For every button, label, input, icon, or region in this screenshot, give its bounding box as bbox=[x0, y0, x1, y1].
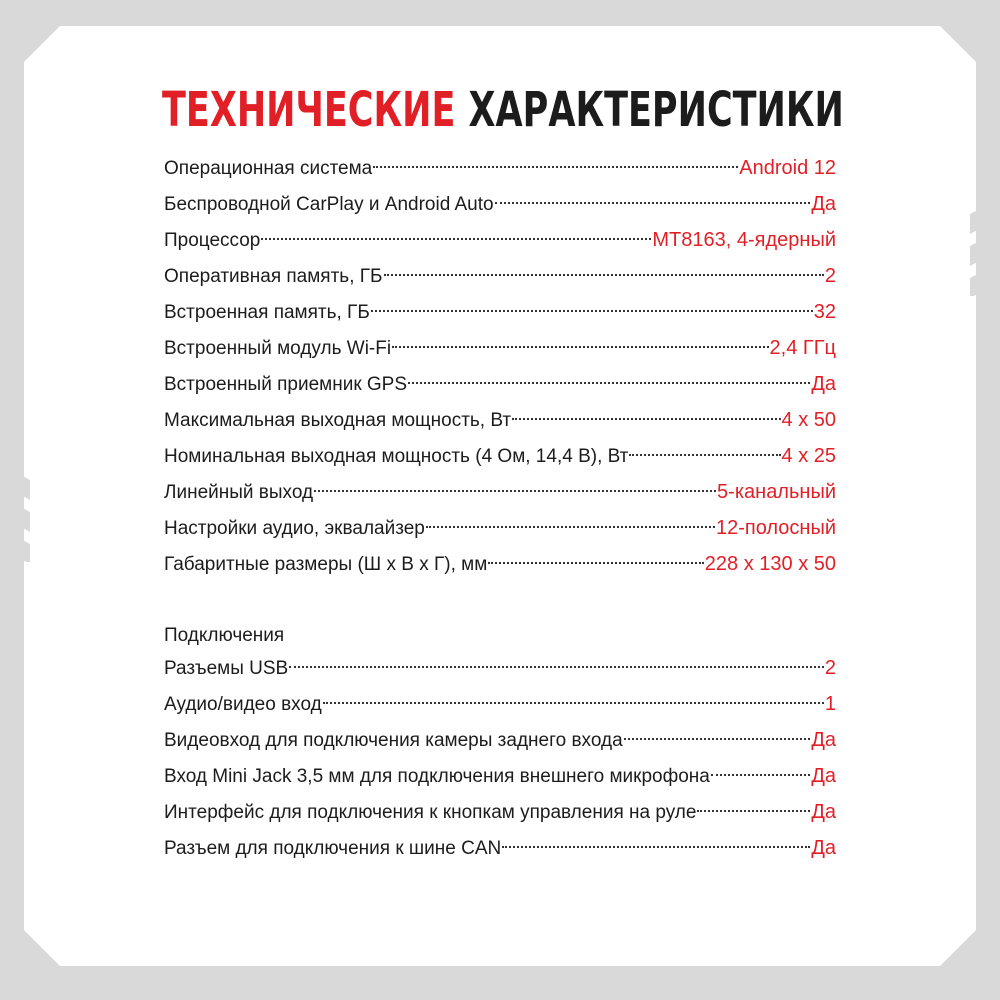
spec-label: Беспроводной CarPlay и Android Auto bbox=[164, 194, 494, 215]
spec-label: Вход Mini Jack 3,5 мм для подключения внешнего микрофона bbox=[164, 766, 710, 787]
spec-value: Да bbox=[811, 373, 836, 395]
spec-label: Разъемы USB bbox=[164, 658, 289, 679]
spec-label: Встроенная память, ГБ bbox=[164, 302, 370, 323]
spec-value: MT8163, 4-ядерный bbox=[652, 229, 836, 251]
spec-row bbox=[164, 722, 836, 758]
dot-leader bbox=[512, 418, 780, 420]
page-title bbox=[162, 78, 844, 142]
spec-label: Встроенный модуль Wi-Fi bbox=[164, 338, 392, 359]
spec-label: Видеовход для подключения камеры заднего входа bbox=[164, 730, 623, 751]
spec-row bbox=[164, 222, 836, 258]
dot-leader bbox=[289, 666, 824, 668]
spec-value: 5-канальный bbox=[717, 481, 836, 503]
spec-list bbox=[164, 150, 836, 582]
spec-row bbox=[164, 438, 836, 474]
dot-leader bbox=[384, 274, 824, 276]
spec-value: 12-полосный bbox=[715, 517, 836, 539]
connections-list bbox=[164, 650, 836, 866]
spec-row bbox=[164, 366, 836, 402]
dot-leader bbox=[373, 166, 738, 168]
spec-row bbox=[164, 474, 836, 510]
spec-value: Android 12 bbox=[739, 157, 836, 179]
spec-row bbox=[164, 546, 836, 582]
dot-leader bbox=[261, 238, 651, 240]
spec-value: Да bbox=[811, 193, 836, 215]
spec-row bbox=[164, 510, 836, 546]
spec-value: 4 х 50 bbox=[781, 409, 836, 431]
spec-value: 2 bbox=[824, 265, 836, 287]
spec-label: Настройки аудио, эквалайзер bbox=[164, 518, 425, 539]
spec-row bbox=[164, 794, 836, 830]
spec-value: 228 х 130 х 50 bbox=[704, 553, 836, 575]
dot-leader bbox=[495, 202, 811, 204]
spec-value: 32 bbox=[813, 301, 836, 323]
dot-leader bbox=[502, 846, 810, 848]
spec-row bbox=[164, 294, 836, 330]
spec-label: Максимальная выходная мощность, Вт bbox=[164, 410, 512, 431]
spec-label: Процессор bbox=[164, 230, 261, 251]
spec-value: 4 х 25 bbox=[781, 445, 836, 467]
dot-leader bbox=[488, 562, 704, 564]
dot-leader bbox=[711, 774, 810, 776]
title-black-part: ХАРАКТЕРИСТИКИ bbox=[468, 82, 844, 138]
dot-leader bbox=[314, 490, 716, 492]
dot-leader bbox=[426, 526, 715, 528]
dot-leader bbox=[624, 738, 811, 740]
dot-leader bbox=[697, 810, 810, 812]
spec-label: Оперативная память, ГБ bbox=[164, 266, 383, 287]
spec-value: Да bbox=[811, 729, 836, 751]
decorative-stripes-left bbox=[0, 462, 76, 562]
spec-value: Да bbox=[811, 801, 836, 823]
spec-value: Да bbox=[811, 765, 836, 787]
spec-label: Встроенный приемник GPS bbox=[164, 374, 408, 395]
spec-label: Разъем для подключения к шине CAN bbox=[164, 838, 502, 859]
spec-row bbox=[164, 830, 836, 866]
spec-row bbox=[164, 650, 836, 686]
spec-value: 2,4 ГГц bbox=[769, 337, 836, 359]
spec-label: Операционная система bbox=[164, 158, 373, 179]
dot-leader bbox=[392, 346, 768, 348]
dot-leader bbox=[323, 702, 824, 704]
spec-row bbox=[164, 330, 836, 366]
spec-label: Габаритные размеры (Ш х В х Г), мм bbox=[164, 554, 488, 575]
spec-row bbox=[164, 758, 836, 794]
spec-label: Номинальная выходная мощность (4 Ом, 14,4 В), Вт bbox=[164, 446, 629, 467]
dot-leader bbox=[371, 310, 813, 312]
spec-value: 2 bbox=[824, 657, 836, 679]
connections-heading: Подключения bbox=[164, 625, 285, 646]
spec-row bbox=[164, 402, 836, 438]
spec-row bbox=[164, 150, 836, 186]
spec-row bbox=[164, 186, 836, 222]
spec-value: Да bbox=[811, 837, 836, 859]
dot-leader bbox=[408, 382, 810, 384]
spec-label: Аудио/видео вход bbox=[164, 694, 322, 715]
spec-label: Интерфейс для подключения к кнопкам управления на руле bbox=[164, 802, 697, 823]
spec-row bbox=[164, 258, 836, 294]
spec-row bbox=[164, 686, 836, 722]
dot-leader bbox=[629, 454, 780, 456]
spec-value: 1 bbox=[824, 693, 836, 715]
decorative-stripes-right bbox=[924, 196, 1000, 296]
spec-label: Линейный выход bbox=[164, 482, 314, 503]
title-red-part: ТЕХНИЧЕСКИЕ bbox=[162, 82, 456, 138]
